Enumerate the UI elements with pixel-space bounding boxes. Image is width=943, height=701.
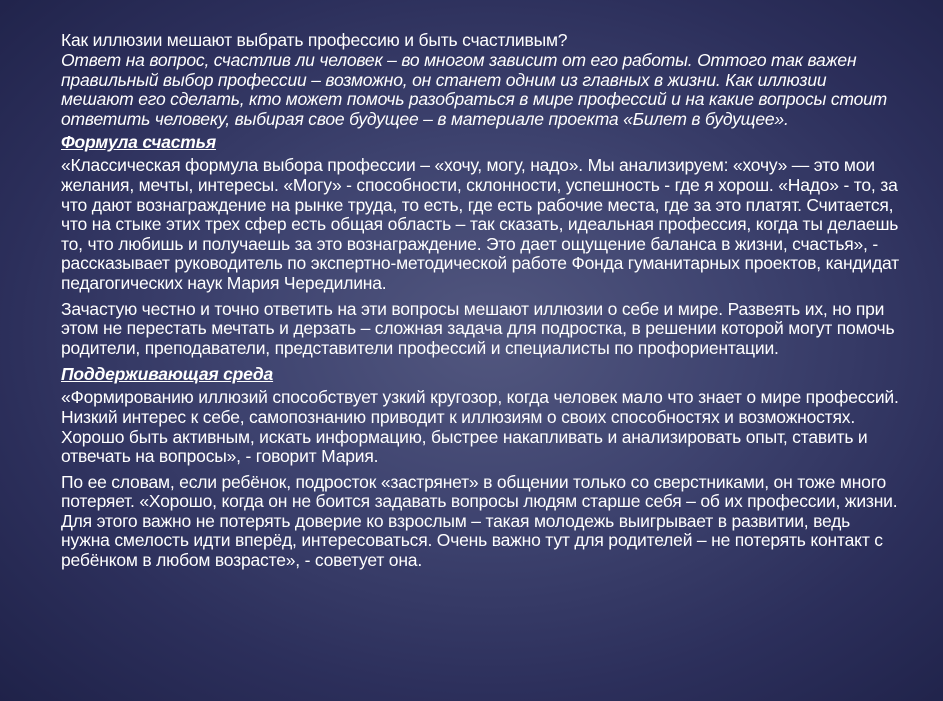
section-heading-support: Поддерживающая среда — [61, 364, 274, 385]
article — [61, 30, 903, 577]
paragraph: «Формированию иллюзий способствует узкий кругозор, когда человек мало что знает о мире профессий. Низкий интерес к себе, самопознанию приводит к иллюзиям о своих способностях и возможностях. Хорошо быть активным, искать информацию, быстрее накапливать и анализировать опыт, ставить и отвечать на вопросы», - говорит Мария. — [61, 387, 899, 467]
section-heading-formula: Формула счастья — [61, 132, 216, 153]
paragraph: «Классическая формула выбора профессии – «хочу, могу, надо». Мы анализируем: «хочу» — это мои желания, мечты, интересы. «Могу» - способности, склонности, успешность - где я хорош. «Надо» - то, за что дают вознаграждение на рынке труда, то есть, где есть рабочие места, где за это платят. Считается, что на стыке этих трех сфер есть общая область – так сказать, идеальная профессия, когда ты делаешь то, что любишь и получаешь за это вознаграждение. Это дает ощущение баланса в жизни, счастья», - рассказывает руководитель по экспертно-методической работе Фонда гуманитарных проектов, кандидат педагогических наук Мария Чередилина. — [61, 155, 899, 293]
article-lead: Ответ на вопрос, счастлив ли человек – во многом зависит от его работы. Оттого так важен правильный выбор профессии – возможно, он станет одним из главных в жизни. Как иллюзии мешают его сделать, кто может помочь разобраться в мире профессий и на какие вопросы стоит ответить человеку, выбирая свое будущее – в материале проекта «Билет в будущее». — [61, 50, 888, 129]
article-title: Как иллюзии мешают выбрать профессию и быть счастливым? — [61, 30, 568, 50]
paragraph: Зачастую честно и точно ответить на эти вопросы мешают иллюзии о себе и мире. Развеять их, но при этом не перестать мечтать и дерзать – сложная задача для подростка, в решении которой могут помочь родители, преподаватели, представители профессий и специалисты по профориентации. — [61, 298, 895, 358]
paragraph: По ее словам, если ребёнок, подросток «застрянет» в общении только со сверстниками, он тоже много потеряет. «Хорошо, когда он не боится задавать вопросы людям старше себя – об их профессии, жизни. Для этого важно не потерять доверие ко взрослым – такая молодежь выигрывает в развитии, ведь нужна смелость идти вперёд, интересоваться. Очень важно тут для родителей – не потерять контакт с ребёнком в любом возрасте», - советует она. — [61, 471, 898, 571]
